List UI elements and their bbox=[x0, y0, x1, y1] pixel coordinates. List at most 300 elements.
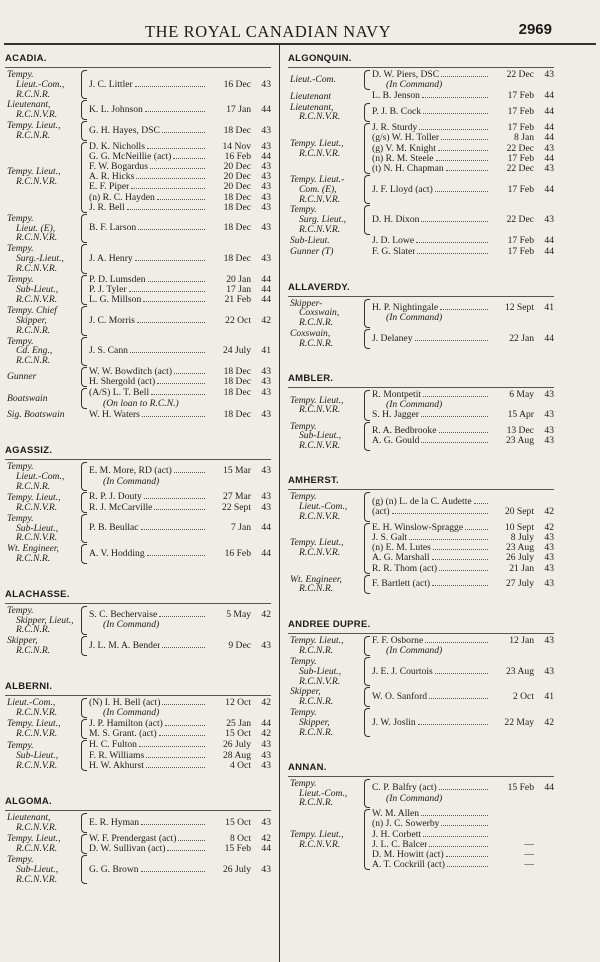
header-rule bbox=[4, 43, 596, 45]
seniority-date: 28 Aug bbox=[223, 749, 251, 761]
leader-dots bbox=[421, 815, 488, 816]
seniority-date: 14 Nov bbox=[222, 140, 251, 152]
officer-row bbox=[89, 223, 271, 233]
brace-mark bbox=[364, 329, 370, 349]
brace-mark bbox=[364, 687, 370, 707]
seniority-date: 22 Jan bbox=[509, 332, 534, 344]
brace-mark bbox=[81, 813, 87, 833]
leader-dots bbox=[446, 170, 488, 171]
rank-line: Skipper, bbox=[7, 635, 38, 647]
seniority-year: 43 bbox=[544, 634, 554, 646]
rank-label bbox=[5, 275, 81, 304]
officer-row bbox=[372, 247, 554, 257]
officer-name: R. A. Bedbrooke bbox=[372, 426, 437, 437]
rank-line: Sub-Lieut., bbox=[16, 522, 59, 534]
rank-line: R.C.N.R. bbox=[16, 324, 51, 336]
seniority-date: 23 Aug bbox=[506, 435, 534, 447]
officer-row bbox=[89, 761, 271, 771]
brace-mark bbox=[364, 657, 370, 686]
rank-line: Boatswain bbox=[7, 392, 48, 404]
officer-name: H. C. Fulton bbox=[89, 740, 137, 751]
seniority-year: 43 bbox=[261, 222, 271, 234]
seniority-date: 17 Feb bbox=[507, 183, 534, 195]
officer-name: J. C. Littler bbox=[89, 79, 133, 90]
seniority-year: 43 bbox=[544, 409, 554, 421]
seniority-year: 43 bbox=[261, 78, 271, 90]
brace-mark bbox=[81, 214, 87, 243]
seniority-year: 44 bbox=[261, 522, 271, 534]
rank-line: Tempy. Lieut., bbox=[290, 537, 344, 549]
rank-line: Gunner bbox=[7, 371, 37, 383]
officer-list bbox=[89, 223, 271, 233]
officer-group bbox=[5, 410, 271, 420]
seniority-year: 44 bbox=[544, 332, 554, 344]
officer-row bbox=[372, 70, 554, 80]
rank-line: Surg.-Lieut., bbox=[16, 253, 64, 265]
officer-group bbox=[288, 236, 554, 246]
officer-list bbox=[89, 834, 271, 854]
officer-list bbox=[89, 719, 271, 739]
seniority-year: 43 bbox=[261, 366, 271, 378]
seniority-date: 18 Dec bbox=[223, 191, 251, 203]
officer-list bbox=[89, 740, 271, 771]
officer-row bbox=[372, 91, 554, 101]
officer-group bbox=[288, 708, 554, 737]
seniority-date: 20 Dec bbox=[223, 171, 251, 183]
rank-line: R.C.N.V.R. bbox=[16, 109, 58, 121]
officer-list bbox=[89, 466, 271, 486]
rank-label bbox=[5, 167, 81, 187]
rank-line: Skipper, bbox=[299, 716, 330, 728]
officer-name: P. D. Lumsden bbox=[89, 274, 146, 285]
officer-name: H. Shergold (act) bbox=[89, 377, 156, 388]
rank-label bbox=[288, 492, 364, 521]
rank-label bbox=[288, 657, 364, 686]
leader-dots bbox=[130, 352, 205, 353]
officer-row bbox=[89, 466, 271, 476]
brace-mark bbox=[81, 514, 87, 543]
officer-group bbox=[5, 514, 271, 543]
officer-group bbox=[5, 306, 271, 335]
officer-name: P. B. Beullac bbox=[89, 523, 139, 534]
officer-group bbox=[5, 636, 271, 656]
officer-list bbox=[89, 346, 271, 356]
brace-mark bbox=[364, 422, 370, 451]
officer-row bbox=[372, 667, 554, 677]
brace-mark bbox=[81, 698, 87, 718]
officer-row bbox=[89, 610, 271, 620]
rank-label bbox=[5, 636, 81, 656]
seniority-year: 43 bbox=[261, 639, 271, 651]
officer-row bbox=[89, 477, 271, 487]
rank-line: R.C.N.V.R. bbox=[299, 440, 341, 452]
officer-list bbox=[372, 809, 554, 870]
officer-row bbox=[372, 579, 554, 589]
officer-row bbox=[372, 80, 554, 90]
leader-dots bbox=[441, 139, 488, 140]
officer-group bbox=[288, 390, 554, 421]
officer-group bbox=[288, 422, 554, 451]
rank-line: R.C.N.R. bbox=[299, 726, 334, 738]
rank-line: Lieut.-Com., bbox=[16, 78, 65, 90]
officer-row bbox=[372, 860, 554, 870]
officer-list bbox=[372, 636, 554, 656]
officer-row bbox=[89, 729, 271, 739]
brace-mark bbox=[364, 809, 370, 870]
officer-row bbox=[372, 809, 554, 819]
brace-mark bbox=[81, 636, 87, 656]
seniority-year: 43 bbox=[261, 252, 271, 264]
officer-group bbox=[5, 388, 271, 408]
seniority-year: 44 bbox=[261, 294, 271, 306]
rank-label bbox=[5, 813, 81, 833]
officer-group bbox=[288, 687, 554, 707]
officer-list bbox=[89, 316, 271, 326]
seniority-year: 43 bbox=[544, 389, 554, 401]
officer-name: W. M. Allen bbox=[372, 809, 420, 820]
rank-line: Tempy. bbox=[7, 69, 34, 80]
leader-dots bbox=[162, 704, 205, 705]
officer-group bbox=[288, 809, 554, 870]
seniority-year: 43 bbox=[544, 552, 554, 564]
officer-name: (g/s) W. H. Toller bbox=[372, 133, 440, 144]
seniority-year: 42 bbox=[544, 716, 554, 728]
seniority-date: 15 Oct bbox=[225, 816, 251, 828]
officer-name: (n) E. M. Lutes bbox=[372, 543, 431, 554]
seniority-year: 43 bbox=[261, 160, 271, 172]
seniority-date: 18 Dec bbox=[223, 387, 251, 399]
seniority-year: 44 bbox=[544, 106, 554, 118]
seniority-date: 8 Oct bbox=[229, 832, 251, 844]
officer-name: A. G. Marshall bbox=[372, 553, 430, 564]
rank-line: Tempy. Lieut., bbox=[290, 828, 344, 840]
leader-dots bbox=[173, 158, 205, 159]
seniority-year: 44 bbox=[544, 90, 554, 102]
leader-dots bbox=[440, 309, 488, 310]
rank-line: R.C.N.R. bbox=[299, 337, 334, 349]
leader-dots bbox=[141, 824, 205, 825]
officer-group bbox=[5, 142, 271, 213]
rank-line: Tempy. Lieut., bbox=[7, 491, 61, 503]
rank-label bbox=[288, 139, 364, 159]
seniority-year: 42 bbox=[261, 696, 271, 708]
ship-name: ALGONQUIN. bbox=[288, 54, 554, 68]
rank-line: Skipper, bbox=[16, 315, 47, 327]
leader-dots bbox=[425, 642, 488, 643]
ship-name: ANNAN. bbox=[288, 763, 554, 777]
seniority-year: 43 bbox=[261, 376, 271, 388]
rank-line: R.C.N.V.R. bbox=[299, 675, 341, 687]
leader-dots bbox=[439, 570, 488, 571]
rank-line: Tempy. Lieut., bbox=[290, 137, 344, 149]
officer-name: E. M. More, RD (act) bbox=[89, 466, 172, 477]
seniority-year: 43 bbox=[544, 214, 554, 226]
rank-line: R.C.N.V.R. bbox=[299, 193, 341, 205]
ship-entry bbox=[5, 590, 271, 656]
officer-name: E. R. Hyman bbox=[89, 817, 140, 828]
rank-line: Tempy. Lieut.- bbox=[290, 174, 345, 186]
rank-line: Tempy. bbox=[7, 274, 34, 286]
seniority-date: 18 Dec bbox=[223, 222, 251, 234]
rank-label bbox=[5, 741, 81, 770]
seniority-date: 26 July bbox=[223, 739, 251, 751]
officer-list bbox=[89, 523, 271, 533]
brace-mark bbox=[364, 636, 370, 656]
officer-group bbox=[5, 275, 271, 306]
officer-list bbox=[89, 254, 271, 264]
rank-line: Sub-Lieut., bbox=[16, 284, 59, 296]
seniority-date: 25 Jan bbox=[226, 718, 251, 730]
rank-line: R.C.N.R. bbox=[16, 355, 51, 367]
seniority-date: — bbox=[524, 859, 534, 871]
rank-line: R.C.N.V.R. bbox=[299, 838, 341, 850]
seniority-date: 20 Jan bbox=[226, 273, 251, 285]
brace-mark bbox=[81, 719, 87, 739]
seniority-year: 41 bbox=[544, 691, 554, 703]
brace-mark bbox=[364, 236, 370, 246]
officer-group bbox=[5, 698, 271, 718]
leader-dots bbox=[174, 472, 205, 473]
officer-row bbox=[372, 819, 554, 829]
officer-name: J. R. Bell bbox=[89, 202, 125, 213]
rank-line: Lieutenant, bbox=[7, 99, 51, 111]
brace-mark bbox=[364, 779, 370, 808]
leader-dots bbox=[436, 160, 488, 161]
rank-line: Lieutenant bbox=[290, 90, 332, 102]
leader-dots bbox=[139, 746, 205, 747]
rank-label bbox=[288, 236, 364, 246]
rank-label bbox=[288, 92, 364, 102]
rank-label bbox=[5, 410, 81, 420]
rank-line: Lieutenant, bbox=[290, 101, 334, 113]
officer-row bbox=[89, 105, 271, 115]
officer-name: E. H. Winslow-Spragge bbox=[372, 522, 464, 533]
officer-row bbox=[372, 334, 554, 344]
officer-row bbox=[89, 346, 271, 356]
officer-name: P. J. Tyler bbox=[89, 284, 127, 295]
leader-dots bbox=[157, 383, 205, 384]
rank-label bbox=[5, 544, 81, 564]
rank-line: R.C.N.R. bbox=[299, 644, 334, 656]
leader-dots bbox=[438, 150, 488, 151]
officer-list bbox=[89, 818, 271, 828]
officer-name: (In Command) bbox=[386, 313, 443, 324]
seniority-year: 43 bbox=[261, 124, 271, 136]
ship-entry bbox=[5, 54, 271, 420]
rank-label bbox=[5, 462, 81, 491]
officer-row bbox=[372, 646, 554, 656]
brace-mark bbox=[81, 100, 87, 120]
brace-mark bbox=[364, 390, 370, 421]
seniority-year: 43 bbox=[261, 749, 271, 761]
leader-dots bbox=[429, 846, 488, 847]
officer-row bbox=[89, 254, 271, 264]
officer-list bbox=[372, 390, 554, 421]
seniority-date: 12 Sept bbox=[504, 302, 534, 314]
rank-line: R.C.N.R. bbox=[16, 552, 51, 564]
right-column bbox=[288, 54, 554, 884]
officer-name: (t) N. H. Chapman bbox=[372, 163, 444, 174]
rank-label bbox=[288, 422, 364, 451]
officer-group bbox=[288, 247, 554, 257]
leader-dots bbox=[421, 221, 488, 222]
leader-dots bbox=[148, 281, 206, 282]
officer-group bbox=[288, 299, 554, 328]
officer-list bbox=[89, 142, 271, 213]
page-header bbox=[0, 0, 600, 44]
officer-row bbox=[372, 133, 554, 143]
leader-dots bbox=[435, 673, 488, 674]
officer-list bbox=[372, 426, 554, 446]
seniority-year: 44 bbox=[261, 283, 271, 295]
seniority-date: 17 Jan bbox=[226, 104, 251, 116]
officer-row bbox=[89, 503, 271, 513]
rank-line: R.C.N.R. bbox=[299, 317, 334, 329]
officer-name: B. F. Larson bbox=[89, 223, 137, 234]
officer-group bbox=[288, 329, 554, 349]
brace-mark bbox=[364, 492, 370, 521]
officer-name: H. P. Nightingale bbox=[372, 303, 439, 314]
rank-line: Tempy. Lieut., bbox=[7, 832, 61, 844]
rank-line: Skipper- bbox=[290, 297, 323, 309]
rank-line: R.C.N.V.R. bbox=[16, 262, 58, 274]
officer-list bbox=[89, 388, 271, 408]
seniority-year: 41 bbox=[544, 302, 554, 314]
rank-line: Tempy. bbox=[290, 491, 317, 503]
officer-list bbox=[89, 367, 271, 387]
seniority-year: 43 bbox=[544, 162, 554, 174]
rank-line: R.C.N.V.R. bbox=[16, 232, 58, 244]
leader-dots bbox=[145, 111, 205, 112]
officer-row bbox=[89, 377, 271, 387]
officer-name: J. H. Corbett bbox=[372, 829, 422, 840]
officer-group bbox=[288, 205, 554, 234]
rank-line: R.C.N.V.R. bbox=[16, 728, 58, 740]
officer-list bbox=[372, 718, 554, 728]
officer-list bbox=[372, 303, 554, 323]
rank-line: Tempy. bbox=[7, 512, 34, 524]
seniority-date: 22 Dec bbox=[506, 162, 534, 174]
rank-line: Tempy. bbox=[7, 604, 34, 616]
ship-name: ANDREE DUPRE. bbox=[288, 620, 554, 634]
officer-name: D. W. Piers, DSC bbox=[372, 70, 440, 80]
brace-mark bbox=[81, 142, 87, 213]
rank-label bbox=[288, 575, 364, 595]
rank-label bbox=[5, 493, 81, 513]
officer-list bbox=[372, 692, 554, 702]
seniority-year: 44 bbox=[261, 104, 271, 116]
brace-mark bbox=[364, 708, 370, 737]
officer-group bbox=[5, 834, 271, 854]
officer-name: A. V. Hodding bbox=[89, 548, 145, 559]
officer-row bbox=[89, 388, 271, 398]
rank-label bbox=[5, 855, 81, 884]
officer-row bbox=[372, 185, 554, 195]
officer-group bbox=[288, 123, 554, 174]
seniority-date: 18 Dec bbox=[223, 252, 251, 264]
leader-dots bbox=[441, 825, 488, 826]
officer-name: F. G. Slater bbox=[372, 247, 416, 258]
officer-name: J. D. Lowe bbox=[372, 235, 415, 246]
rank-label bbox=[5, 834, 81, 854]
officer-name: H. W. Akhurst bbox=[89, 760, 144, 771]
seniority-year: 43 bbox=[261, 171, 271, 183]
seniority-date: 18 Dec bbox=[223, 201, 251, 213]
rank-line: Sub-Lieut., bbox=[299, 665, 342, 677]
seniority-year: 44 bbox=[544, 246, 554, 258]
leader-dots bbox=[465, 529, 488, 530]
seniority-date: 22 Dec bbox=[506, 142, 534, 154]
officer-list bbox=[372, 247, 554, 257]
seniority-date: 24 July bbox=[223, 345, 251, 357]
seniority-date: 17 Feb bbox=[507, 152, 534, 164]
rank-line: Cd. Eng., bbox=[16, 345, 53, 357]
rank-line: Tempy. Lieut., bbox=[7, 718, 61, 730]
officer-name: E. F. Piper bbox=[89, 182, 130, 193]
leader-dots bbox=[441, 76, 488, 77]
officer-row bbox=[372, 718, 554, 728]
rank-line: R.C.N.V.R. bbox=[16, 176, 58, 188]
leader-dots bbox=[432, 559, 488, 560]
leader-dots bbox=[131, 188, 205, 189]
leader-dots bbox=[157, 199, 205, 200]
officer-row bbox=[89, 708, 271, 718]
officer-name: (g) V. M. Knight bbox=[372, 143, 436, 154]
seniority-date: 23 Aug bbox=[506, 665, 534, 677]
rank-line: R.C.N.V.R. bbox=[299, 510, 341, 522]
rank-line: R.C.N.V.R. bbox=[16, 532, 58, 544]
rank-line: R.C.N.V.R. bbox=[299, 147, 341, 159]
seniority-year: 44 bbox=[544, 152, 554, 164]
officer-name: (On loan to R.C.N.) bbox=[103, 398, 179, 409]
rank-line: Tempy. Lieut., bbox=[290, 635, 344, 647]
seniority-date: 26 July bbox=[506, 552, 534, 564]
officer-group bbox=[288, 175, 554, 204]
brace-mark bbox=[364, 91, 370, 101]
officer-name: (In Command) bbox=[103, 620, 160, 631]
rank-label bbox=[288, 247, 364, 257]
officer-row bbox=[89, 641, 271, 651]
leader-dots bbox=[129, 291, 205, 292]
rank-line: Skipper, Lieut., bbox=[16, 614, 74, 626]
officer-row bbox=[89, 865, 271, 875]
officer-row bbox=[372, 553, 554, 563]
rank-line: Sig. Boatswain bbox=[7, 408, 65, 420]
officer-list bbox=[372, 667, 554, 677]
officer-list bbox=[372, 107, 554, 117]
ship-entry bbox=[288, 374, 554, 451]
leader-dots bbox=[159, 616, 205, 617]
rank-line: Gunner (T) bbox=[290, 246, 334, 258]
officer-name: D. H. Dixon bbox=[372, 215, 420, 226]
officer-name: (act) bbox=[372, 507, 390, 518]
officer-name: F. W. Bogardus bbox=[89, 161, 148, 172]
officer-group bbox=[288, 657, 554, 686]
rank-label bbox=[288, 687, 364, 707]
officer-name: R. Montpetit bbox=[372, 390, 422, 401]
leader-dots bbox=[474, 503, 488, 504]
officer-name: F. Bartlett (act) bbox=[372, 579, 431, 590]
seniority-date: 18 Dec bbox=[223, 124, 251, 136]
seniority-date: 8 July bbox=[510, 531, 534, 543]
officer-row bbox=[89, 410, 271, 420]
rank-line: Tempy. bbox=[7, 460, 34, 472]
seniority-year: 44 bbox=[544, 122, 554, 134]
brace-mark bbox=[81, 462, 87, 491]
officer-name: J. W. Joslin bbox=[372, 717, 416, 728]
officer-name: R. P. J. Douty bbox=[89, 492, 142, 503]
rank-line: R.C.N.R. bbox=[16, 644, 51, 656]
